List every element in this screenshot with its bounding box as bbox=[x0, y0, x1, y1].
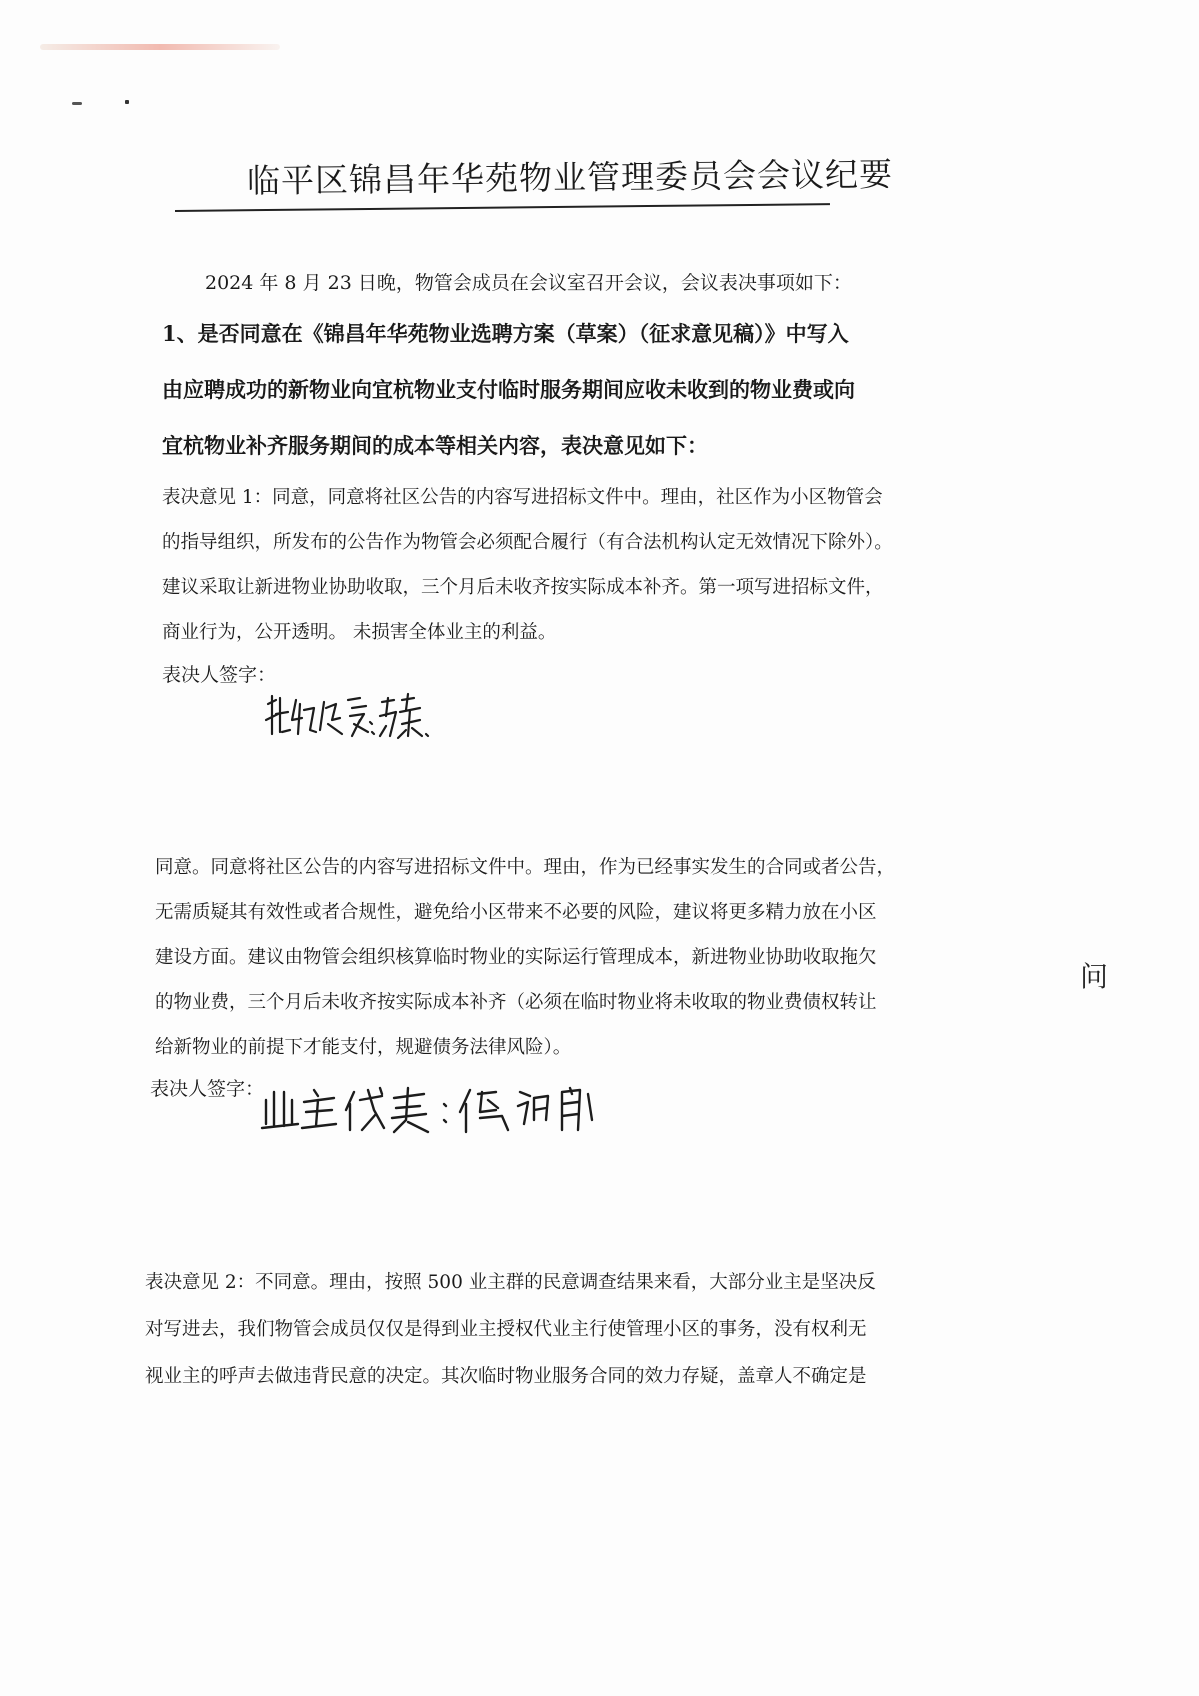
opinion1b-line: 给新物业的前提下才能支付，规避债务法律风险）。 bbox=[155, 1037, 572, 1058]
opinion2-line: 表决意见 2：不同意。理由，按照 500 业主群的民意调查结果来看，大部分业主是坚决反 bbox=[145, 1272, 876, 1293]
opinion1-line: 的指导组织，所发布的公告作为物管会必须配合履行（有合法机构认定无效情况下除外）。 bbox=[162, 532, 893, 553]
scan-speck bbox=[72, 102, 82, 105]
opinion1b-line: 同意。同意将社区公告的内容写进招标文件中。理由，作为已经事实发生的合同或者公告， bbox=[155, 857, 896, 878]
opinion1b-line: 的物业费，三个月后未收齐按实际成本补齐（必须在临时物业将未收取的物业费债权转让 bbox=[155, 992, 877, 1013]
opinion1b-line: 建设方面。建议由物管会组织核算临时物业的实际运行管理成本，新进物业协助收取拖欠 bbox=[155, 947, 877, 968]
handwritten-signature-owner bbox=[258, 1080, 608, 1140]
intro-line: 2024 年 8 月 23 日晚，物管会成员在会议室召开会议，会议表决事项如下： bbox=[205, 272, 852, 294]
opinion1-line: 建议采取让新进物业协助收取，三个月后未收齐按实际成本补齐。第一项写进招标文件， bbox=[162, 577, 884, 598]
item1-line: 1、是否同意在《锦昌年华苑物业选聘方案（草案）（征求意见稿）》中写入 bbox=[162, 321, 849, 346]
opinion1b-line: 无需质疑其有效性或者合规性，避免给小区带来不必要的风险，建议将更多精力放在小区 bbox=[155, 902, 877, 923]
cut-off-character: 问 bbox=[1080, 960, 1109, 993]
scan-smudge bbox=[40, 44, 280, 50]
item1-line: 宜杭物业补齐服务期间的成本等相关内容，表决意见如下： bbox=[162, 433, 708, 458]
opinion1-line: 表决意见 1：同意，同意将社区公告的内容写进招标文件中。理由，社区作为小区物管会 bbox=[162, 487, 883, 508]
document-title: 临平区锦昌年华苑物业管理委员会会议纪要 bbox=[246, 154, 894, 201]
item1-line: 由应聘成功的新物业向宜杭物业支付临时服务期间应收未收到的物业费或向 bbox=[162, 377, 855, 402]
opinion2-line: 视业主的呼声去做违背民意的决定。其次临时物业服务合同的效力存疑，盖章人不确定是 bbox=[145, 1366, 867, 1387]
title-underline bbox=[175, 203, 830, 212]
signer-label: 表决人签字： bbox=[162, 664, 277, 686]
opinion2-line: 对写进去，我们物管会成员仅仅是得到业主授权代业主行使管理小区的事务，没有权利无 bbox=[145, 1319, 867, 1340]
opinion1-line: 商业行为，公开透明。 未损害全体业主的利益。 bbox=[162, 622, 557, 643]
scan-speck bbox=[125, 100, 129, 104]
signer-label: 表决人签字： bbox=[150, 1078, 265, 1100]
handwritten-signature-community bbox=[262, 690, 432, 750]
